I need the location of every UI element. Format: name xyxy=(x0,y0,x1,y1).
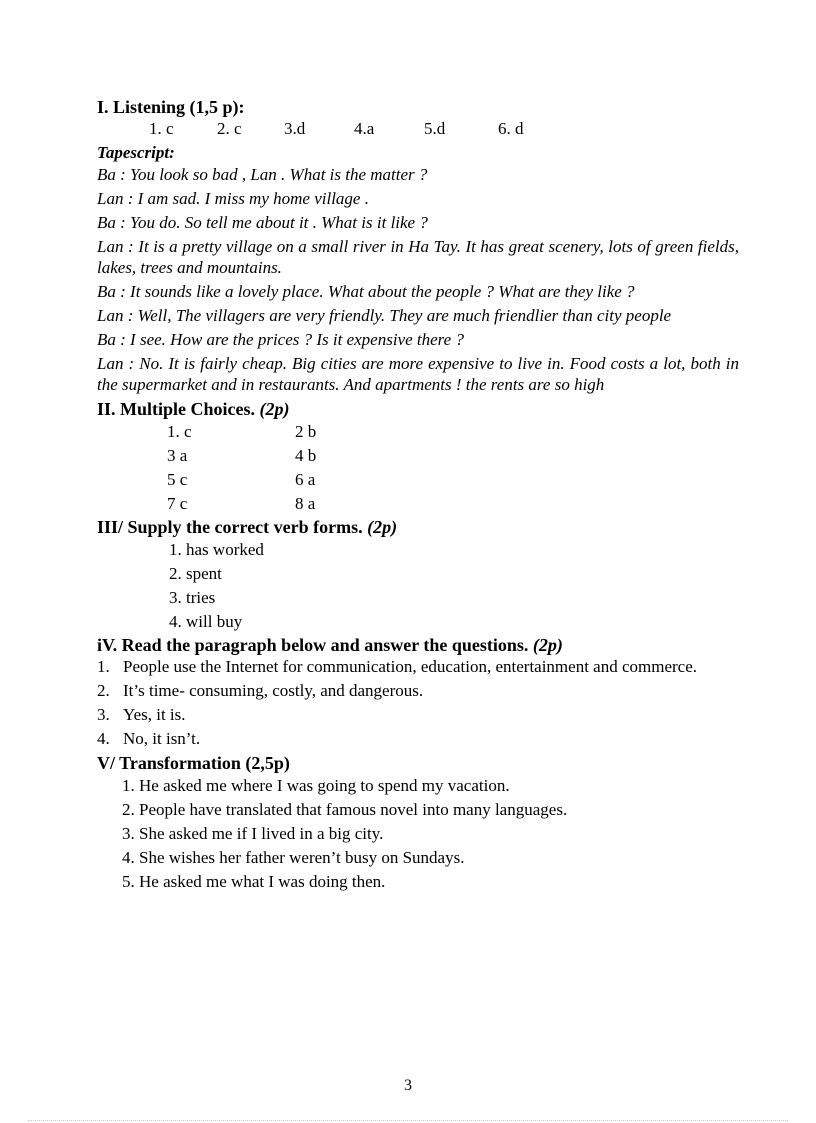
reading-answers xyxy=(97,656,739,749)
list-item: 4. She wishes her father weren’t busy on Sundays. xyxy=(122,848,465,867)
list-item xyxy=(97,656,739,677)
item-text: It’s time- consuming, costly, and dangerous. xyxy=(123,681,424,700)
answer-cell: 2 b xyxy=(295,422,317,441)
verb-forms-answers xyxy=(97,538,739,634)
tapescript-line: Lan : It is a pretty village on a small river in Ha Tay. It has great scenery, lots of green fields, lakes, trees and mountains. xyxy=(97,237,739,277)
answer-cell: 6 a xyxy=(295,470,316,489)
page-divider xyxy=(28,1120,788,1121)
item-text: Yes, it is. xyxy=(123,705,186,724)
item-number: 4. xyxy=(97,729,110,748)
transformation-answers xyxy=(97,774,739,894)
answer-key-page xyxy=(97,96,739,894)
list-item: 3. tries xyxy=(169,588,216,607)
tapescript-line: Ba : It sounds like a lovely place. What about the people ? What are they like ? xyxy=(97,282,635,301)
tapescript-line: Ba : You do. So tell me about it . What is it like ? xyxy=(97,213,428,232)
answer-cell: 3 a xyxy=(167,446,188,465)
listening-answer: 3.d xyxy=(284,119,306,138)
section-reading-heading xyxy=(97,634,739,656)
tapescript-line: Lan : No. It is fairly cheap. Big cities are more expensive to live in. Food costs a lot, both in the supermarket and in restaurants. And apartments ! the rents are so high xyxy=(97,354,739,394)
listening-answer: 1. c xyxy=(149,119,174,138)
answer-row xyxy=(167,420,739,444)
section-points: (2p) xyxy=(259,399,290,419)
section-points: (2p) xyxy=(532,635,563,655)
answer-cell: 8 a xyxy=(295,494,316,513)
section-verb-forms-heading xyxy=(97,516,739,538)
tapescript-line: Ba : You look so bad , Lan . What is the matter ? xyxy=(97,165,428,184)
section-title: iV. Read the paragraph below and answer the questions. xyxy=(97,635,529,655)
page-number: 3 xyxy=(404,1077,412,1094)
item-number: 1. xyxy=(97,657,110,676)
list-item xyxy=(97,680,739,701)
tapescript xyxy=(97,164,739,395)
list-item: 3. She asked me if I lived in a big city. xyxy=(122,824,384,843)
answer-cell: 1. c xyxy=(167,422,192,441)
section-multiple-choice-heading xyxy=(97,398,739,420)
item-text: People use the Internet for communication, education, entertainment and commerce. xyxy=(123,657,698,676)
section-transformation-heading: V/ Transformation (2,5p) xyxy=(97,753,290,773)
listening-answer: 5.d xyxy=(424,119,446,138)
section-title: III/ Supply the correct verb forms. xyxy=(97,517,363,537)
answer-row xyxy=(167,492,739,516)
list-item xyxy=(97,704,739,725)
item-number: 2. xyxy=(97,681,110,700)
listening-answer: 4.a xyxy=(354,119,375,138)
tapescript-line: Lan : I am sad. I miss my home village . xyxy=(97,189,369,208)
answer-row xyxy=(167,444,739,468)
listening-answers xyxy=(97,118,739,140)
answer-cell: 5 c xyxy=(167,470,188,489)
list-item: 2. spent xyxy=(169,564,222,583)
tapescript-label: Tapescript: xyxy=(97,143,175,162)
list-item: 5. He asked me what I was doing then. xyxy=(122,872,386,891)
item-text: No, it isn’t. xyxy=(123,729,201,748)
listening-answer: 2. c xyxy=(217,119,242,138)
answer-cell: 7 c xyxy=(167,494,188,513)
list-item: 4. will buy xyxy=(169,612,243,631)
section-points: (2p) xyxy=(367,517,398,537)
section-title: II. Multiple Choices. xyxy=(97,399,256,419)
section-listening-heading: I. Listening (1,5 p): xyxy=(97,97,245,117)
multiple-choice-answers xyxy=(97,420,739,516)
answer-cell: 4 b xyxy=(295,446,317,465)
answer-row xyxy=(167,468,739,492)
item-number: 3. xyxy=(97,705,110,724)
list-item: 1. has worked xyxy=(169,540,264,559)
tapescript-line: Lan : Well, The villagers are very friendly. They are much friendlier than city people xyxy=(97,306,672,325)
list-item: 2. People have translated that famous novel into many languages. xyxy=(122,800,568,819)
list-item xyxy=(97,728,739,749)
listening-answer: 6. d xyxy=(498,119,524,138)
tapescript-line: Ba : I see. How are the prices ? Is it expensive there ? xyxy=(97,330,464,349)
list-item: 1. He asked me where I was going to spend my vacation. xyxy=(122,776,510,795)
